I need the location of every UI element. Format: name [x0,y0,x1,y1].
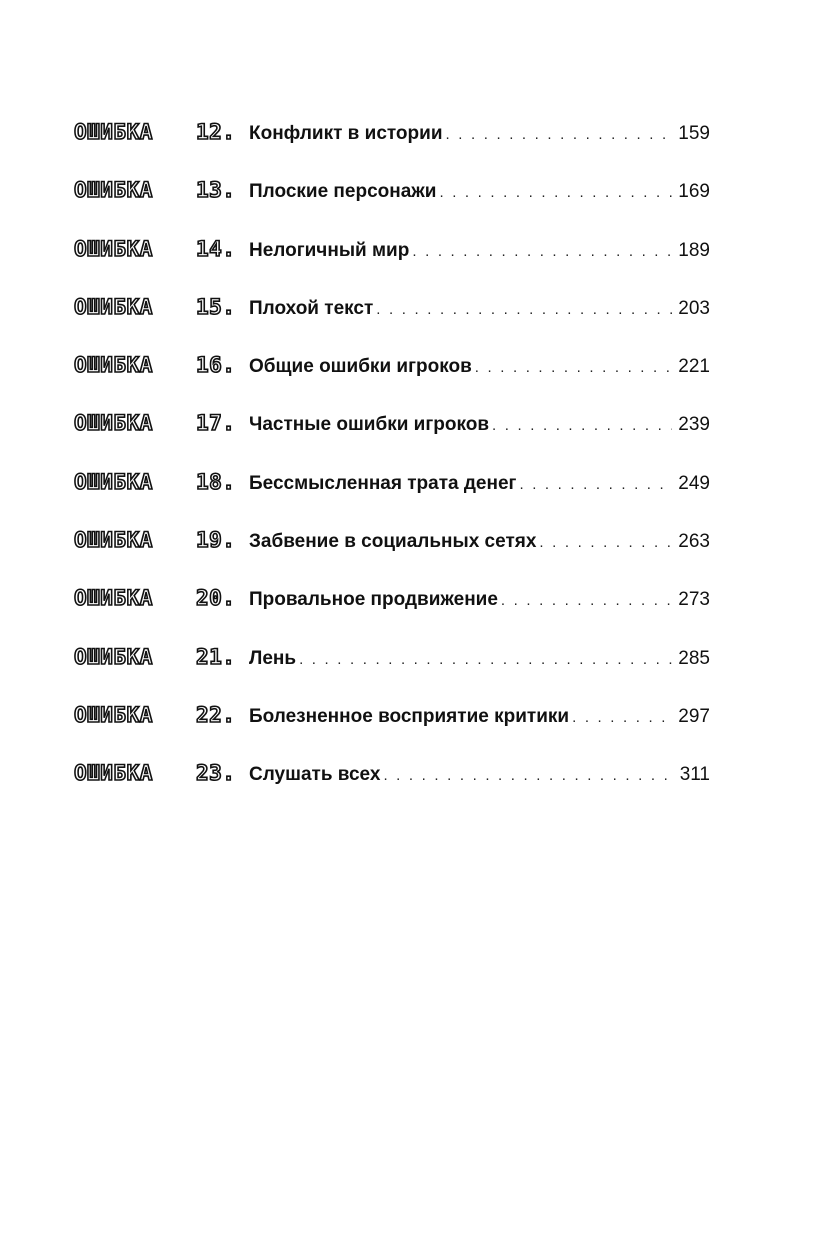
page-number: 203 [678,297,710,319]
entry-number: 20. [196,586,236,611]
toc-entry[interactable] [74,178,710,236]
entry-title: Провальное продвижение [249,589,498,611]
dot-leader [475,359,673,376]
entry-title: Плохой текст [249,297,374,319]
entry-number: 22. [196,702,236,727]
entry-label [74,528,249,552]
entry-label [74,353,249,377]
entry-title: Плоские персонажи [249,181,437,203]
entry-title: Конфликт в истории [249,123,443,144]
entry-word: ОШИБКА [74,644,153,669]
entry-word: ОШИБКА [74,469,153,494]
entry-label [74,178,249,202]
dot-leader [376,301,672,318]
dot-leader [519,476,672,493]
entry-title: Лень [249,647,297,669]
entry-word: ОШИБКА [74,120,153,144]
entry-word: ОШИБКА [74,353,153,378]
page-number: 189 [678,239,710,261]
table-of-contents [74,120,710,820]
entry-word: ОШИБКА [74,702,153,727]
entry-number: 19. [196,528,236,553]
entry-label [74,120,249,144]
entry-title: Нелогичный мир [249,239,410,261]
entry-word: ОШИБКА [74,178,153,203]
entry-word: ОШИБКА [74,761,153,786]
entry-title: Болезненное восприятие критики [249,705,570,727]
toc-entry[interactable] [74,295,710,353]
toc-entry[interactable] [74,761,710,819]
entry-word: ОШИБКА [74,586,153,611]
entry-number: 21. [196,644,236,669]
entry-number: 18. [196,469,236,494]
entry-label [74,237,249,261]
entry-label [74,295,249,319]
entry-title: Частные ошибки игроков [249,414,490,436]
toc-entry[interactable] [74,528,710,586]
page-number: 273 [678,589,710,611]
dot-leader [446,126,673,143]
entry-word: ОШИБКА [74,236,153,261]
page-number: 239 [678,414,710,436]
entry-word: ОШИБКА [74,411,153,436]
page-number: 169 [678,181,710,203]
toc-entry[interactable] [74,411,710,469]
entry-title: Бессмысленная трата денег [249,472,517,494]
dot-leader [539,534,672,551]
entry-number: 16. [196,353,236,378]
entry-title: Слушать всех [249,764,381,786]
entry-label [74,411,249,435]
entry-number: 12. [196,120,236,144]
entry-number: 17. [196,411,236,436]
entry-number: 14. [196,236,236,261]
toc-entry[interactable] [74,237,710,295]
toc-entry[interactable] [74,120,710,178]
page-number: 311 [679,764,710,786]
page-number: 285 [678,647,710,669]
dot-leader [299,651,672,668]
entry-label [74,586,249,610]
entry-word: ОШИБКА [74,294,153,319]
entry-label [74,645,249,669]
entry-title: Общие ошибки игроков [249,356,472,378]
toc-entry[interactable] [74,353,710,411]
entry-label [74,470,249,494]
dot-leader [439,184,672,201]
dot-leader [492,417,672,434]
entry-number: 23. [196,761,236,786]
page-number: 221 [678,356,710,378]
page-number: 249 [678,472,710,494]
toc-entry[interactable] [74,703,710,761]
toc-entry[interactable] [74,645,710,703]
dot-leader [572,709,672,726]
page-number: 297 [678,705,710,727]
dot-leader [412,243,672,260]
dot-leader [383,767,673,784]
page-number: 263 [678,531,710,553]
entry-title: Забвение в социальных сетях [249,531,537,553]
entry-word: ОШИБКА [74,528,153,553]
dot-leader [501,592,672,609]
toc-entry[interactable] [74,586,710,644]
page-number: 159 [678,123,710,144]
entry-number: 15. [196,294,236,319]
toc-entry[interactable] [74,470,710,528]
entry-label [74,703,249,727]
entry-label [74,761,249,785]
entry-number: 13. [196,178,236,203]
